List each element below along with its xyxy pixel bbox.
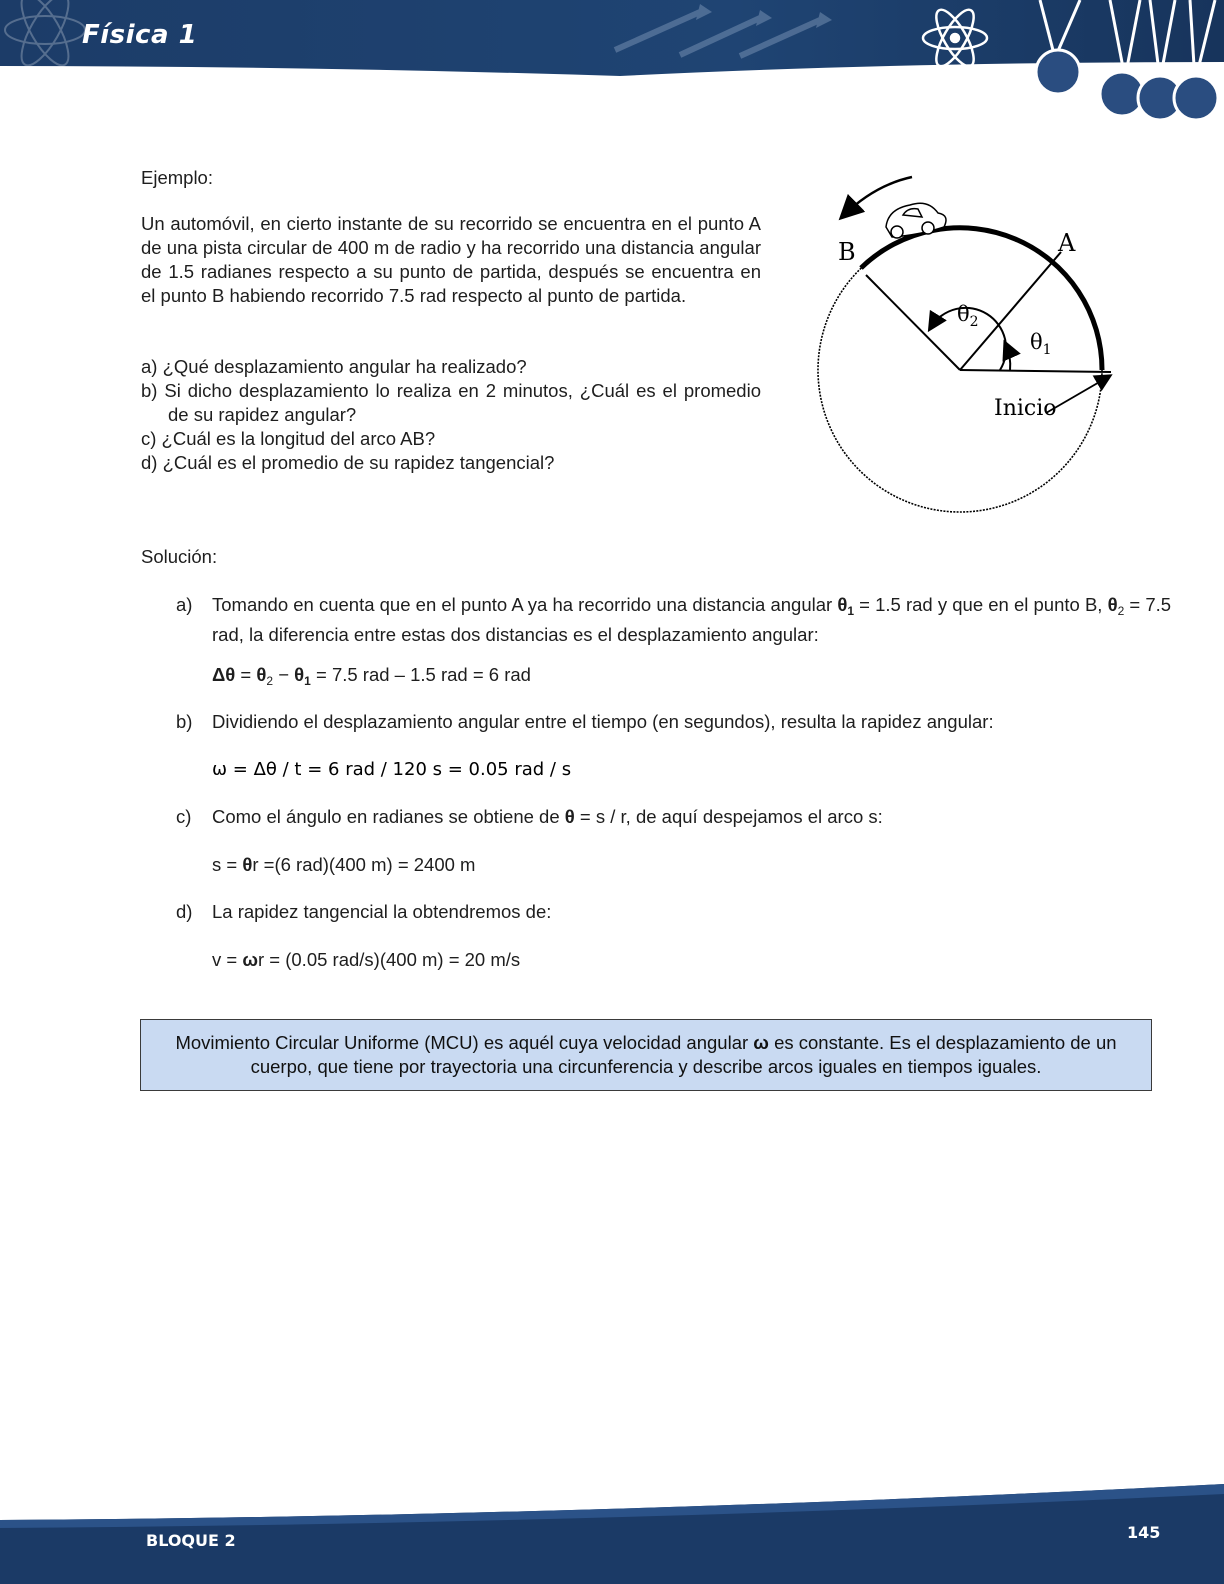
page-header (0, 0, 1224, 125)
problem-statement: Un automóvil, en cierto instante de su recorrido se encuentra en el punto A de una pista circular de 400 m de radio y ha recorrido una distancia angular de 1.5 radianes respecto a su punto de partida, después se encuentra en el punto B habiendo recorrido 7.5 rad respecto al punto de partida. (141, 213, 761, 306)
mcu-definition-text: Movimiento Circular Uniforme (MCU) es aquél cuya velocidad angular ω es constante. Es el desplazamiento de un cuerpo, que tiene por trayectoria una circunferencia y describe arcos iguales en tiempos iguales. (175, 1032, 1117, 1077)
solution-c-marker: c) (176, 806, 192, 827)
equation-d: v = ωr = (0.05 rad/s)(400 m) = 20 m/s (212, 949, 521, 970)
question-item: a) ¿Qué desplazamiento angular ha realizado? (141, 356, 527, 377)
solution-d-marker: d) (176, 901, 193, 922)
solution-c-text: Como el ángulo en radianes se obtiene de θ = s / r, de aquí despejamos el arco s: (212, 806, 883, 827)
solution-b-text: Dividiendo el desplazamiento angular entre el tiempo (en segundos), resulta la rapidez angular: (212, 711, 994, 732)
header-banner (0, 0, 1224, 125)
question-list (141, 355, 761, 475)
equation-c: s = θr =(6 rad)(400 m) = 2400 m (212, 854, 476, 875)
theta1-label: $\theta_1$ (1030, 330, 1052, 358)
block-label: BLOQUE 2 (146, 1531, 236, 1550)
solution-label: Solución: (141, 546, 218, 567)
point-b-label: B (838, 238, 856, 266)
question-item: b) Si dicho desplazamiento lo realiza en 2 minutos, ¿Cuál es el promedio de su rapidez angular? (141, 380, 761, 425)
theta2-label: $\theta_2$ (957, 302, 979, 330)
solution-b-marker: b) (176, 711, 193, 732)
page-number: 145 (1127, 1523, 1161, 1542)
start-label: Inicio (994, 396, 1057, 421)
solution-d-text: La rapidez tangencial la obtendremos de: (212, 901, 552, 922)
solution-a-marker: a) (176, 594, 193, 615)
radius-start (960, 370, 1111, 372)
mcu-definition-box (140, 1019, 1152, 1091)
equation-b: ω = Δθ / t = 6 rad / 120 s = 0.05 rad / s (212, 759, 572, 780)
car-icon (886, 203, 946, 238)
question-item: d) ¿Cuál es el promedio de su rapidez tangencial? (141, 452, 555, 473)
book-title: Física 1 (82, 20, 198, 50)
equation-a: $\Delta\theta = \theta_2 - \theta_1 = 7.5$ rad – 1.5 rad = 6 rad (212, 664, 531, 688)
question-item: c) ¿Cuál es la longitud del arco AB? (141, 428, 436, 449)
radius-b (866, 275, 960, 370)
solution-a-text: Tomando en cuenta que en el punto A ya ha recorrido una distancia angular $\theta_1 = 1.5$ rad y que en el punto B, $\theta_2 = 7.5$ rad, la diferencia entre estas dos distancias es el desplazamiento angular: (212, 594, 1172, 645)
point-a-label: A (1058, 229, 1076, 257)
circular-track-diagram (800, 165, 1140, 525)
example-label: Ejemplo: (141, 167, 213, 188)
